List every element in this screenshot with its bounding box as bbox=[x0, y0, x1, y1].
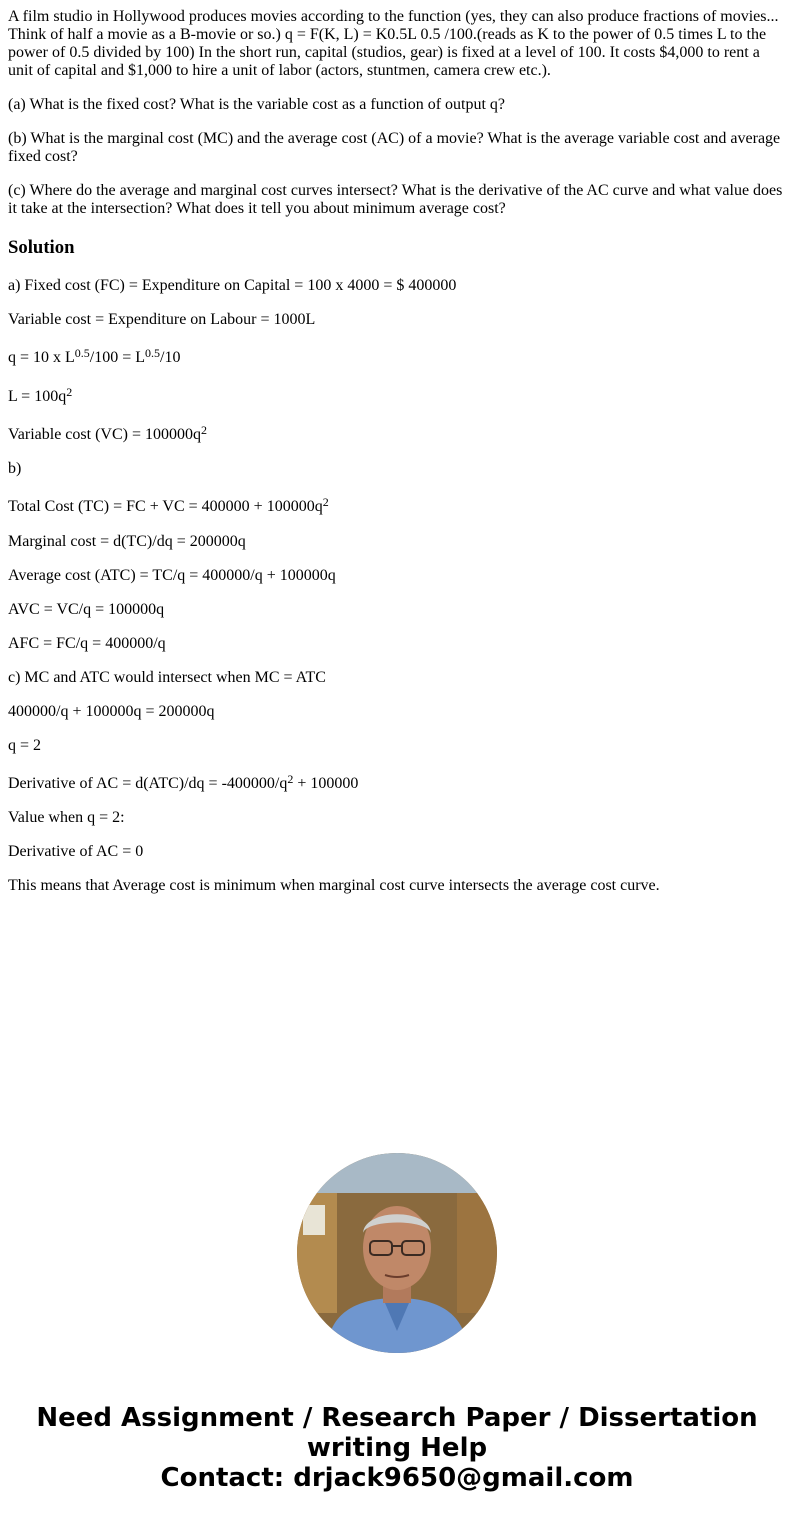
question-part-b: (b) What is the marginal cost (MC) and the average cost (AC) of a movie? What is the average variable cost and average fixed cost? bbox=[8, 130, 781, 165]
labour-equation bbox=[8, 385, 73, 406]
derivative-part: Derivative of AC = d(ATC)/dq = -400000/q bbox=[8, 775, 288, 792]
variable-cost-definition: Variable cost = Expenditure on Labour = 1000L bbox=[8, 311, 316, 328]
exponent: 0.5 bbox=[74, 346, 90, 360]
value-when-line: Value when q = 2: bbox=[8, 809, 125, 826]
vc-equation bbox=[8, 423, 207, 444]
ac-derivative-line bbox=[8, 772, 359, 793]
output-equation-part: /10 bbox=[160, 349, 181, 366]
marginal-cost-line: Marginal cost = d(TC)/dq = 200000q bbox=[8, 533, 246, 550]
solution-heading: Solution bbox=[8, 237, 75, 258]
part-c-intro: c) MC and ATC would intersect when MC = ATC bbox=[8, 669, 326, 686]
exponent: 2 bbox=[66, 385, 73, 399]
afc-line: AFC = FC/q = 400000/q bbox=[8, 635, 166, 652]
exponent: 2 bbox=[322, 495, 329, 509]
total-cost-equation bbox=[8, 495, 329, 516]
output-equation bbox=[8, 346, 181, 367]
exponent: 2 bbox=[287, 772, 294, 786]
derivative-zero-line: Derivative of AC = 0 bbox=[8, 843, 144, 860]
derivative-part: + 100000 bbox=[293, 775, 359, 792]
question-intro: A film studio in Hollywood produces movies according to the function (yes, they can also produce fractions of movies... Think of half a movie as a B-movie or so.) q = F(K, L) = K0.5L 0.5 /100.(reads as K to the power of 0.5 times L to the power of 0.5 divided by 100) In the short run, capital (studios, gear) is fixed at a level of 100. It costs $4,000 to rent a unit of capital and $1,000 to hire a unit of labor (actors, stuntmen, camera crew etc.). bbox=[8, 8, 779, 79]
author-photo bbox=[297, 1153, 497, 1353]
labour-equation-part: L = 100q bbox=[8, 388, 67, 405]
intersection-equation: 400000/q + 100000q = 200000q bbox=[8, 703, 215, 720]
promo-footer bbox=[0, 1403, 794, 1493]
question-part-a: (a) What is the fixed cost? What is the variable cost as a function of output q? bbox=[8, 96, 506, 113]
exponent: 2 bbox=[200, 423, 207, 437]
average-cost-line: Average cost (ATC) = TC/q = 400000/q + 100000q bbox=[8, 567, 336, 584]
part-b-label: b) bbox=[8, 460, 22, 477]
output-equation-part: /100 = L bbox=[89, 349, 146, 366]
output-equation-part: q = 10 x L bbox=[8, 349, 75, 366]
q-value-line: q = 2 bbox=[8, 737, 42, 754]
conclusion-line: This means that Average cost is minimum when marginal cost curve intersects the average cost curve. bbox=[8, 877, 660, 894]
question-part-c: (c) Where do the average and marginal cost curves intersect? What is the derivative of the AC curve and what value does it take at the intersection? What does it tell you about minimum average cost? bbox=[8, 182, 783, 217]
vc-equation-part: Variable cost (VC) = 100000q bbox=[8, 426, 201, 443]
total-cost-part: Total Cost (TC) = FC + VC = 400000 + 100000q bbox=[8, 498, 323, 515]
fixed-cost-line: a) Fixed cost (FC) = Expenditure on Capital = 100 x 4000 = $ 400000 bbox=[8, 277, 457, 294]
promo-contact: Contact: drjack9650@gmail.com bbox=[160, 1463, 634, 1493]
author-portrait-image bbox=[297, 1153, 497, 1353]
avc-line: AVC = VC/q = 100000q bbox=[8, 601, 165, 618]
exponent: 0.5 bbox=[145, 346, 161, 360]
promo-headline: Need Assignment / Research Paper / Dissertation writing Help bbox=[36, 1403, 758, 1463]
